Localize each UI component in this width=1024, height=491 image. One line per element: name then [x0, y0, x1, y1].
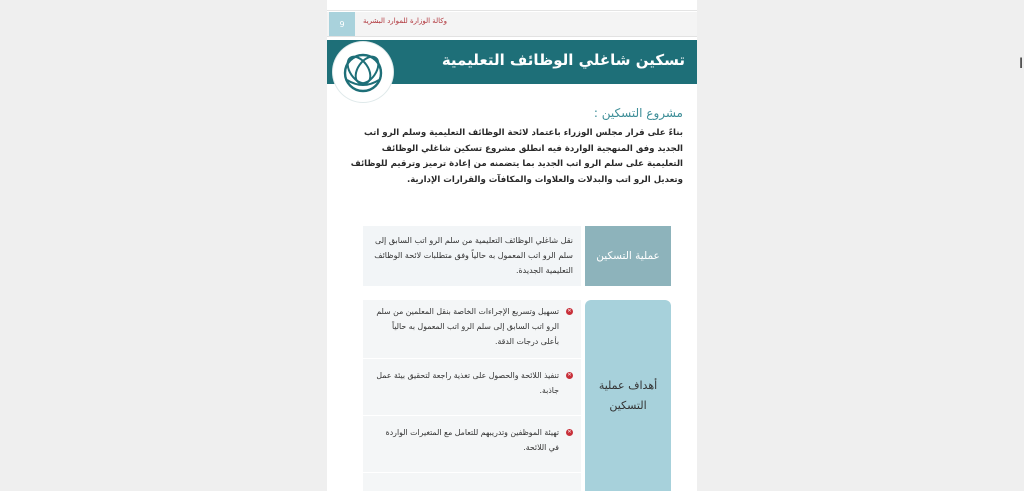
process-description: نقل شاغلي الوظائف التعليمية من سلم الرو اتب السابق إلى سلم الرو اتب المعمول به حالياً وفق متطلبات لائحة الوظائف التعليمية الجديدة. [374, 236, 573, 275]
page-header [327, 12, 697, 37]
bullet-icon: ✕ [567, 308, 572, 314]
text-cursor-icon: I [1019, 56, 1024, 72]
goals-label: أهداف عملية التسكين [585, 300, 671, 491]
goal-text: تسهيل وتسريع الإجراءات الخاصة بنقل المعلمين من سلم الرو اتب السابق إلى سلم الرو اتب المعمول به حالياً بأعلى درجات الدقة. [376, 307, 559, 346]
page-number: 9 [329, 12, 355, 36]
page-title: تسكين شاغلي الوظائف التعليمية [441, 51, 685, 69]
agency-name: وكالة الوزارة للموارد البشرية [362, 17, 447, 25]
list-item [363, 416, 581, 473]
goal-text: تنفيذ اللائحة والحصول على تغذية راجعة لتحقيق بيئة عمل جاذبة. [376, 371, 559, 395]
bullet-icon: ✕ [567, 429, 572, 435]
ministry-logo-icon [333, 42, 393, 102]
goal-text: تهيئة الموظفين وتدريبهم للتعامل مع المتغيرات الواردة في اللائحة. [385, 428, 559, 452]
top-strip [327, 0, 697, 11]
section-title: مشروع التسكين : [593, 106, 683, 120]
intro-paragraph: بناءً على قرار مجلس الوزراء باعتماد لائحة الوظائف التعليمية وسلم الرو اتب الجديد وفق المنهجية الواردة فيه انطلق مشروع تسكين شاغلي الوظائف التعليمية على سلم الرو اتب الجديد بما يتضمنه من إعادة ترميز وترقيم للوظائف وتعديل الرو اتب والبدلات والعلاوات والمكافآت والقرارات الإدارية. [350, 128, 683, 185]
list-item [363, 359, 581, 416]
list-item [363, 300, 581, 359]
goals-list [363, 300, 581, 491]
bullet-icon: ✕ [567, 372, 572, 378]
process-description-box [363, 226, 581, 286]
process-label: عملية التسكين [585, 226, 671, 286]
document-page [327, 0, 697, 491]
